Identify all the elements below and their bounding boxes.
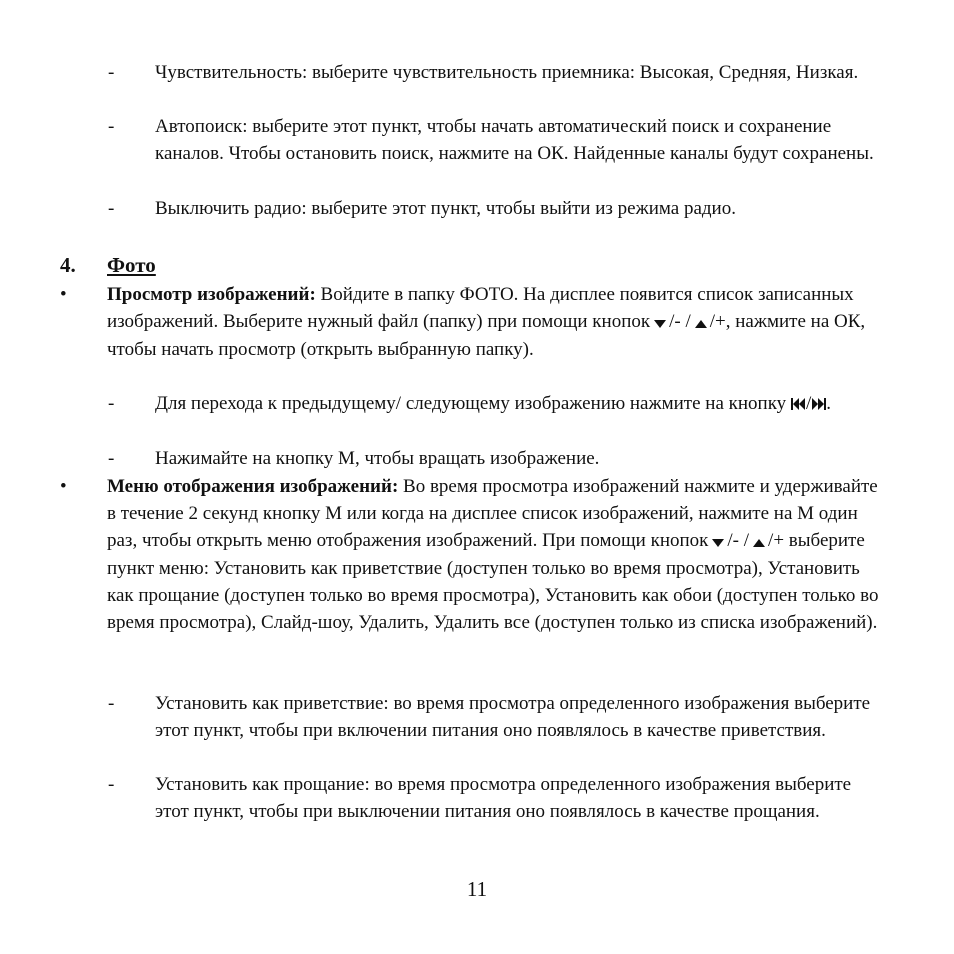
list-item [108, 390, 888, 418]
list-item-body: . [826, 393, 831, 414]
section-number: 4. [60, 253, 76, 277]
bullet-text [107, 473, 890, 636]
bullet-body: /+, нажмите на ОК, чтобы начать просмотр (открыть выбранную папку). [107, 311, 866, 361]
list-item [108, 690, 888, 744]
list-item-text: Выключить радио: выберите этот пункт, чтобы выйти из режима радио. [155, 198, 736, 219]
page-number: 11 [466, 877, 488, 901]
triangle-down-icon [654, 309, 666, 336]
bullet-marker: • [60, 476, 67, 497]
list-item-text: Автопоиск: выберите этот пункт, чтобы начать автоматический поиск и сохранение каналов. Чтобы остановить поиск, нажмите на ОК. Найденные каналы будут сохранены. [155, 116, 874, 164]
previous-track-icon [791, 391, 805, 418]
dash-marker: - [108, 774, 115, 795]
bullet-marker: • [60, 284, 67, 305]
bullet-separator: /- / [669, 311, 691, 332]
dash-marker: - [108, 62, 115, 83]
bullet-body: /+ выберите пункт меню: Установить как приветствие (доступен только во время просмотра), Установить как прощание (доступен только во время просмотра), Установить как обои (доступен только во время просмотра), Слайд-шоу, Удалить, Удалить все (доступен только из списка изображений). [107, 530, 879, 634]
dash-marker: - [108, 393, 115, 414]
bullet-body: Во время просмотра изображений нажмите и удерживайте в течение 2 секунд кнопку М или когда на дисплее список изображений, нажмите на М один раз, чтобы открыть меню отображения изображений. При помощи кнопок [107, 476, 878, 551]
triangle-down-icon [712, 528, 724, 555]
dash-marker: - [108, 448, 115, 469]
list-item [108, 771, 888, 825]
triangle-up-icon [753, 528, 765, 555]
dash-marker: - [108, 198, 115, 219]
next-track-icon [812, 391, 826, 418]
bullet-body: Войдите в папку ФОТО. На дисплее появится список записанных изображений. Выберите нужный файл (папку) при помощи кнопок [107, 284, 854, 332]
list-item [108, 59, 888, 86]
bullet-lead: Меню отображения изображений: [107, 476, 399, 497]
list-item-separator: / [805, 393, 812, 414]
section-heading [60, 252, 156, 279]
section-title: Фото [107, 253, 156, 277]
list-item [108, 195, 888, 222]
bullet-item-menu [60, 473, 890, 636]
list-item-text [155, 390, 888, 418]
list-item-text: Установить как приветствие: во время просмотра определенного изображения выберите этот пункт, чтобы при включении питания оно появлялось в качестве приветствия. [155, 693, 871, 741]
dash-marker: - [108, 116, 115, 137]
bullet-item-view [60, 281, 890, 363]
list-item-text: Чувствительность: выберите чувствительность приемника: Высокая, Средняя, Низкая. [155, 62, 859, 83]
list-item-body: Для перехода к предыдущему/ следующему изображению нажмите на кнопку [155, 393, 787, 414]
list-item-text: Установить как прощание: во время просмотра определенного изображения выберите этот пункт, чтобы при выключении питания оно появлялось в качестве прощания. [155, 774, 852, 822]
triangle-up-icon [695, 309, 707, 336]
list-item-text: Нажимайте на кнопку М, чтобы вращать изображение. [155, 448, 600, 469]
bullet-separator: /- / [727, 530, 750, 551]
dash-marker: - [108, 693, 115, 714]
bullet-lead: Просмотр изображений: [107, 284, 316, 305]
list-item [108, 113, 888, 167]
list-item [108, 445, 888, 472]
bullet-text [107, 281, 890, 363]
